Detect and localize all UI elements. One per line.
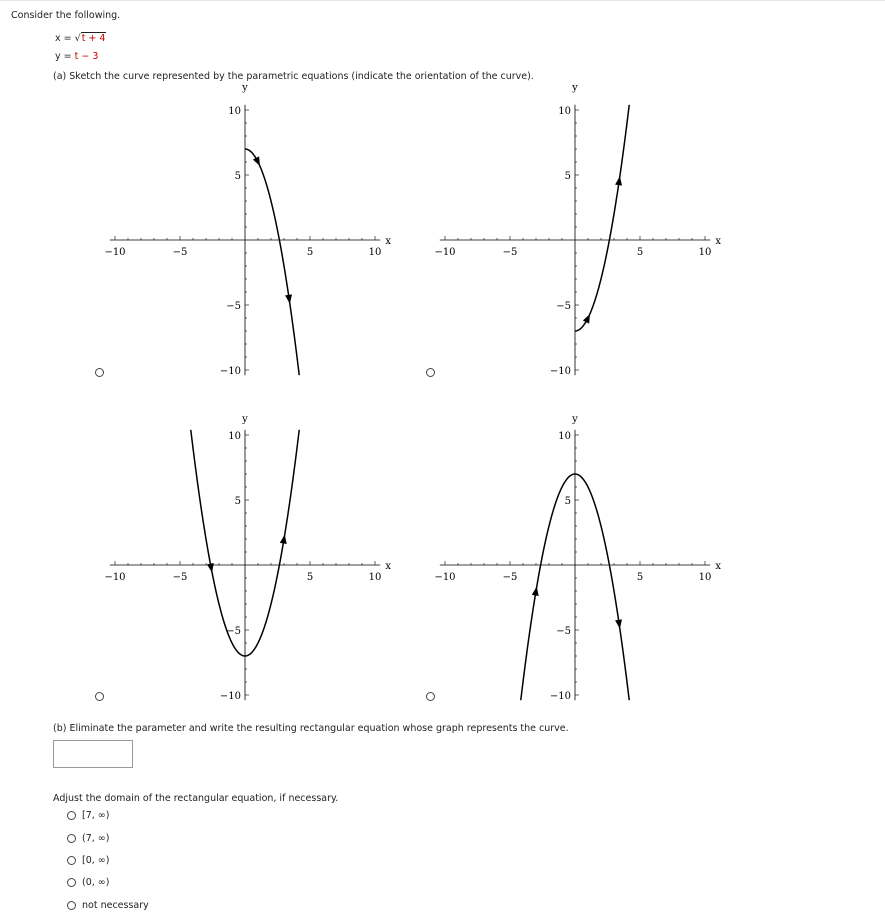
y-tick-label: 10 xyxy=(558,431,571,442)
y-tick-label: 5 xyxy=(564,171,571,182)
domain-option-2-radio[interactable] xyxy=(67,834,76,843)
graph-4-radio[interactable] xyxy=(426,692,435,701)
domain-prompt: Adjust the domain of the rectangular equation, if necessary. xyxy=(53,793,339,804)
y-tick-label: 10 xyxy=(228,106,241,117)
x-tick-label: −10 xyxy=(434,572,456,583)
x-tick-label: 5 xyxy=(306,247,314,258)
y-tick-label: 5 xyxy=(234,496,241,507)
y-axis-label: y xyxy=(242,414,248,425)
y-axis-label: y xyxy=(572,85,578,94)
y-tick-label: −10 xyxy=(219,366,241,377)
x-tick-label: −5 xyxy=(172,572,188,583)
domain-option-3[interactable] xyxy=(67,853,109,867)
domain-option-4-label: (0, ∞) xyxy=(82,876,110,888)
x-tick-label: 10 xyxy=(368,247,382,258)
y-tick-label: −10 xyxy=(219,691,241,702)
graph-4-arrow-2 xyxy=(615,619,622,628)
part-b-text: (b) Eliminate the parameter and write the resulting rectangular equation whose graph represents the curve. xyxy=(53,723,569,734)
intro-text: Consider the following. xyxy=(11,10,121,21)
x-tick-label: 5 xyxy=(636,572,644,583)
x-tick-label: −10 xyxy=(104,572,126,583)
y-tick-label: −5 xyxy=(556,626,571,637)
domain-option-2-label: (7, ∞) xyxy=(82,832,110,844)
graph-4-axes xyxy=(434,414,721,702)
graph-1-radio[interactable] xyxy=(95,368,104,377)
x-tick-label: 5 xyxy=(306,572,314,583)
domain-option-3-radio[interactable] xyxy=(67,856,76,865)
x-tick-label: 10 xyxy=(368,572,382,583)
graph-3 xyxy=(95,410,405,710)
x-tick-label: −5 xyxy=(172,247,188,258)
domain-option-5[interactable] xyxy=(67,898,149,912)
part-a-text: (a) Sketch the curve represented by the parametric equations (indicate the orientation of the curve). xyxy=(53,71,534,82)
graph-3-axes xyxy=(104,414,391,702)
x-tick-label: −10 xyxy=(434,247,456,258)
rectangular-equation-input[interactable] xyxy=(53,740,133,768)
graph-3-arrow-1 xyxy=(207,563,214,572)
x-axis-label: x xyxy=(715,561,722,572)
y-tick-label: 10 xyxy=(558,106,571,117)
equation-y-rhs: t − 3 xyxy=(74,51,99,62)
equation-y-lhs: y = xyxy=(55,51,75,62)
domain-option-5-label: not necessary xyxy=(82,899,149,911)
y-tick-label: −5 xyxy=(226,301,241,312)
y-tick-label: −5 xyxy=(556,301,571,312)
y-axis-label: y xyxy=(572,414,578,425)
domain-option-3-label: [0, ∞) xyxy=(82,854,110,866)
domain-option-2[interactable] xyxy=(67,831,109,845)
graph-4 xyxy=(425,410,735,710)
graph-2-arrow-2 xyxy=(615,176,622,185)
equation-y xyxy=(55,51,98,62)
x-tick-label: −5 xyxy=(502,572,518,583)
graph-1-arrow-2 xyxy=(285,294,292,303)
graph-2-radio[interactable] xyxy=(426,368,435,377)
graph-3-radio[interactable] xyxy=(95,692,104,701)
domain-option-1[interactable] xyxy=(67,808,109,822)
y-tick-label: −10 xyxy=(549,691,571,702)
x-axis-label: x xyxy=(715,236,722,247)
graph-2-axes xyxy=(434,85,721,377)
x-tick-label: −5 xyxy=(502,247,518,258)
graph-4-arrow-1 xyxy=(532,587,539,596)
graph-2-arrow-1 xyxy=(583,314,590,324)
y-axis-label: y xyxy=(242,85,248,94)
equation-x-radicand: t + 4 xyxy=(81,33,106,44)
y-tick-label: 10 xyxy=(228,431,241,442)
equation-x-lhs: x = xyxy=(55,33,75,44)
top-border xyxy=(0,0,885,1)
graph-2 xyxy=(425,85,735,385)
domain-option-4[interactable] xyxy=(67,875,109,889)
domain-option-1-label: [7, ∞) xyxy=(82,809,110,821)
y-tick-label: −10 xyxy=(549,366,571,377)
graph-1 xyxy=(95,85,405,385)
y-tick-label: −5 xyxy=(226,626,241,637)
sqrt-symbol: √t + 4 xyxy=(74,33,106,44)
domain-option-1-radio[interactable] xyxy=(67,811,76,820)
x-tick-label: 10 xyxy=(698,572,712,583)
equation-x xyxy=(55,33,106,44)
graph-1-arrow-1 xyxy=(253,156,260,166)
x-axis-label: x xyxy=(385,561,392,572)
y-tick-label: 5 xyxy=(234,171,241,182)
graph-1-curve xyxy=(245,149,299,375)
x-tick-label: 5 xyxy=(636,247,644,258)
graph-2-curve xyxy=(575,105,629,331)
graph-3-arrow-2 xyxy=(280,535,287,544)
domain-option-4-radio[interactable] xyxy=(67,878,76,887)
x-axis-label: x xyxy=(385,236,392,247)
domain-option-5-radio[interactable] xyxy=(67,901,76,910)
y-tick-label: 5 xyxy=(564,496,571,507)
x-tick-label: −10 xyxy=(104,247,126,258)
graph-1-axes xyxy=(104,85,391,377)
x-tick-label: 10 xyxy=(698,247,712,258)
